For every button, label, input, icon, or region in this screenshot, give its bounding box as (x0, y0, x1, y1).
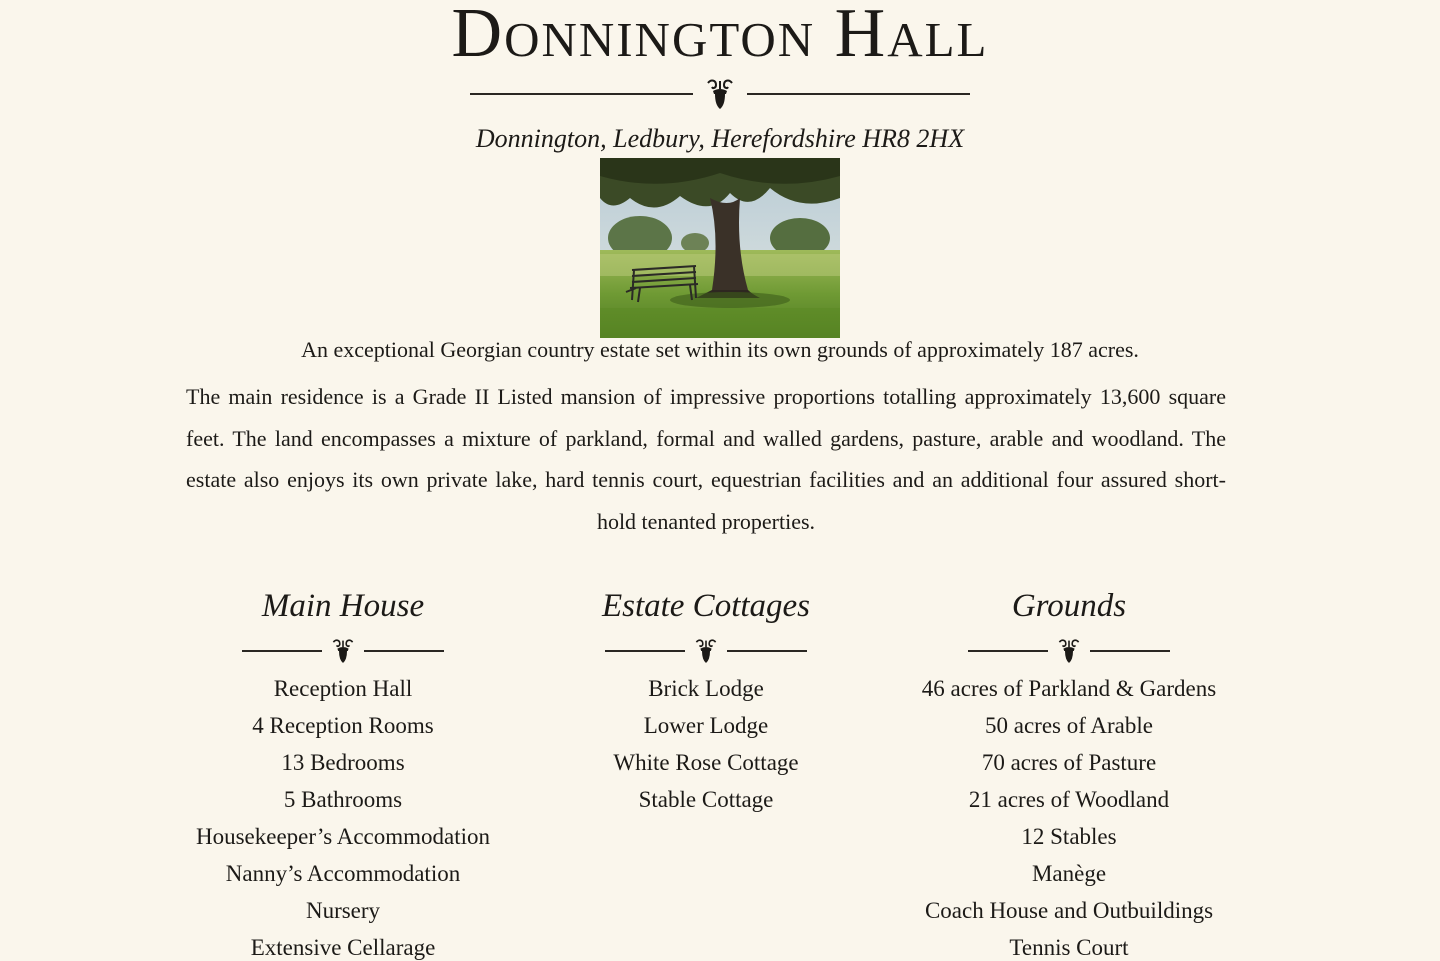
column-heading: Main House (261, 588, 425, 624)
column-main-house (163, 584, 523, 961)
list-item: Coach House and Outbuildings (924, 898, 1214, 923)
list-item: Tennis Court (1009, 935, 1129, 960)
column-divider (526, 634, 886, 668)
divider-line-left (968, 650, 1048, 652)
column-divider (163, 634, 523, 668)
list-item: 5 Bathrooms (283, 787, 403, 812)
acorn-flourish-icon (331, 637, 355, 665)
list-item: Stable Cottage (638, 787, 774, 812)
column-estate-cottages (526, 584, 886, 818)
column-divider (889, 634, 1249, 668)
divider-line-left (470, 93, 693, 95)
list-item: White Rose Cottage (613, 750, 799, 775)
divider-line-right (364, 650, 444, 652)
divider-line-right (1090, 650, 1170, 652)
list-item: 12 Stables (1021, 824, 1117, 849)
list-item: Lower Lodge (643, 713, 769, 738)
column-heading: Grounds (1011, 588, 1127, 624)
divider-line-right (747, 93, 970, 95)
divider-line-left (605, 650, 685, 652)
list-item: Reception Hall (273, 676, 413, 701)
list-item: 50 acres of Arable (985, 713, 1153, 738)
column-heading: Estate Cottages (601, 588, 811, 624)
main-house-list (163, 670, 523, 961)
estate-cottages-list (526, 670, 886, 818)
oak-tree-with-bench-photo (600, 158, 840, 338)
address: Donnington, Ledbury, Herefordshire HR8 2HX (475, 124, 965, 153)
list-item: Nanny’s Accommodation (225, 861, 461, 886)
list-item: 13 Bedrooms (281, 750, 405, 775)
list-item: Housekeeper’s Accommodation (195, 824, 491, 849)
title-divider (0, 77, 1440, 111)
list-item: Nursery (305, 898, 381, 923)
divider-line-right (727, 650, 807, 652)
column-grounds (889, 584, 1249, 961)
list-item: 4 Reception Rooms (252, 713, 434, 738)
list-item: 46 acres of Parkland & Gardens (921, 676, 1217, 701)
acorn-flourish-icon (694, 637, 718, 665)
grounds-list (889, 670, 1249, 961)
acorn-flourish-icon (1057, 637, 1081, 665)
list-item: Brick Lodge (648, 676, 764, 701)
acorn-flourish-icon (705, 77, 735, 111)
divider-line-left (242, 650, 322, 652)
estate-description: The main residence is a Grade II Listed mansion of impressive proportions totalling approximately 13,600 square feet. The land encompasses a mixture of parkland, formal and walled gardens, pasture, arable and woodland. The estate also enjoys its own private lake, hard tennis court, equestrian facilities and an additional four assured short-hold tenanted properties. (186, 384, 1226, 534)
page-title: Donnington Hall (451, 0, 989, 72)
list-item: 70 acres of Pasture (981, 750, 1157, 775)
list-item: Extensive Cellarage (250, 935, 436, 960)
list-item: 21 acres of Woodland (968, 787, 1170, 812)
intro-lead: An exceptional Georgian country estate set within its own grounds of approximately 187 acres. (301, 337, 1139, 362)
list-item: Manège (1031, 861, 1107, 886)
